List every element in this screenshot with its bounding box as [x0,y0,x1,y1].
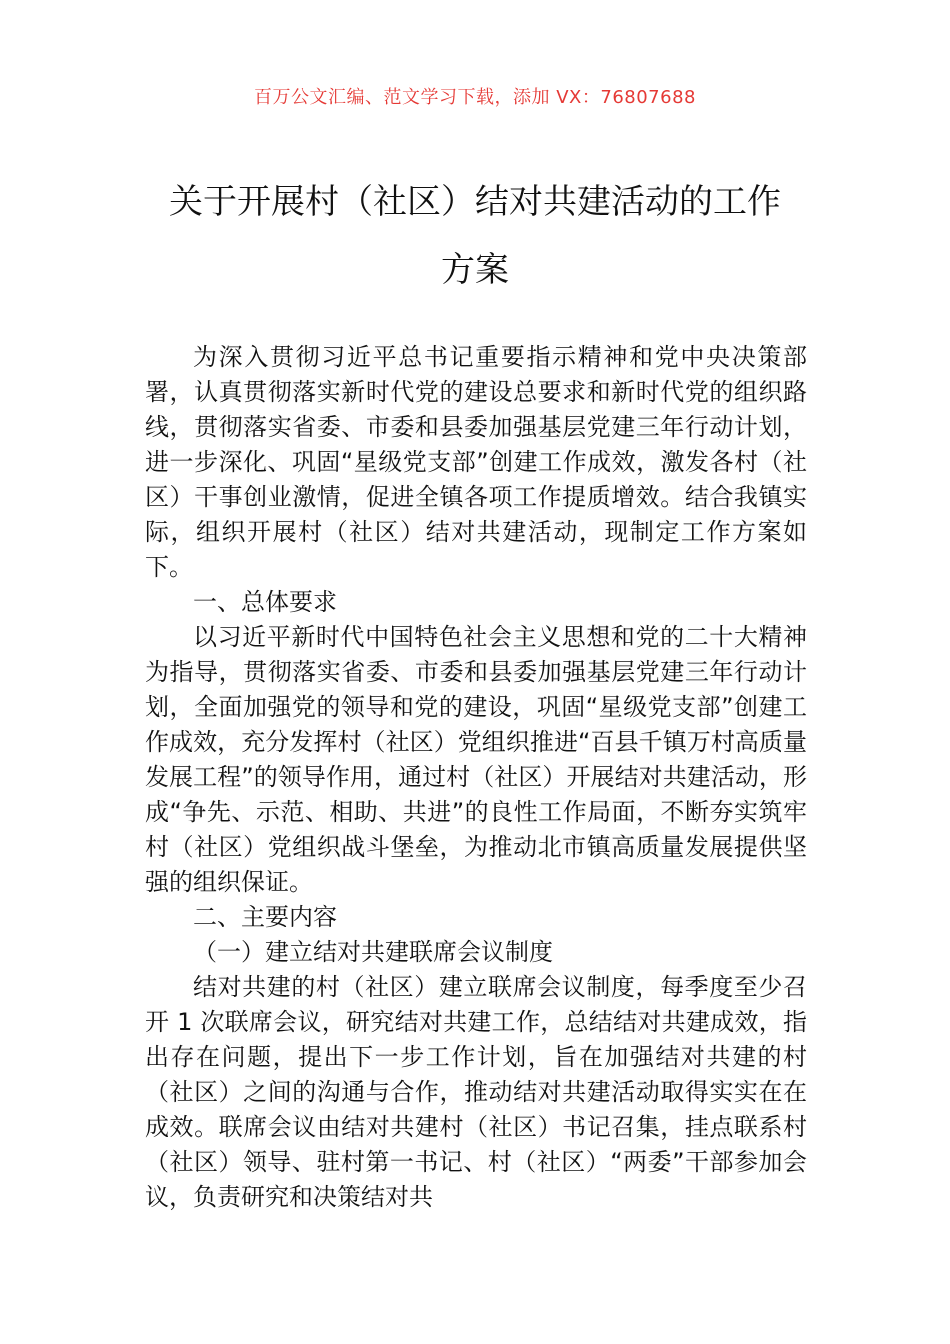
section-heading-2: 二、主要内容 [193,903,337,931]
subsection-1-paragraph: 结对共建的村（社区）建立联席会议制度，每季度至少召开 1 次联席会议，研究结对共建工作，总结结对共建成效，指出存在问题，提出下一步工作计划，旨在加强结对共建的村（社区）之间的沟通与合作，推动结对共建活动取得实实在在成效。联席会议由结对共建村（社区）书记召集，挂点联系村（社区）领导、驻村第一书记、村（社区）“两委”干部参加会议，负责研究和决策结对共 [145,973,807,1211]
section-heading-1: 一、总体要求 [193,588,337,616]
document-title-line-2: 方案 [441,250,509,290]
section-1-paragraph: 以习近平新时代中国特色社会主义思想和党的二十大精神为指导，贯彻落实省委、市委和县委加强基层党建三年行动计划，全面加强党的领导和党的建设，巩固“星级党支部”创建工作成效，充分发挥村（社区）党组织推进“百县千镇万村高质量发展工程”的领导作用，通过村（社区）开展结对共建活动，形成“争先、示范、相助、共进”的良性工作局面，不断夯实筑牢村（社区）党组织战斗堡垒，为推动北市镇高质量发展提供坚强的组织保证。 [145,623,807,896]
document-body [145,340,807,1215]
header-watermark-note: 百万公文汇编、范文学习下载，添加 VX：76807688 [254,87,696,108]
subsection-heading-1: （一）建立结对共建联席会议制度 [193,938,553,966]
intro-paragraph: 为深入贯彻习近平总书记重要指示精神和党中央决策部署，认真贯彻落实新时代党的建设总要求和新时代党的组织路线，贯彻落实省委、市委和县委加强基层党建三年行动计划，进一步深化、巩固“星级党支部”创建工作成效，激发各村（社区）干事创业激情，促进全镇各项工作提质增效。结合我镇实际，组织开展村（社区）结对共建活动，现制定工作方案如下。 [145,343,807,581]
document-title-line-1: 关于开展村（社区）结对共建活动的工作 [169,182,781,222]
